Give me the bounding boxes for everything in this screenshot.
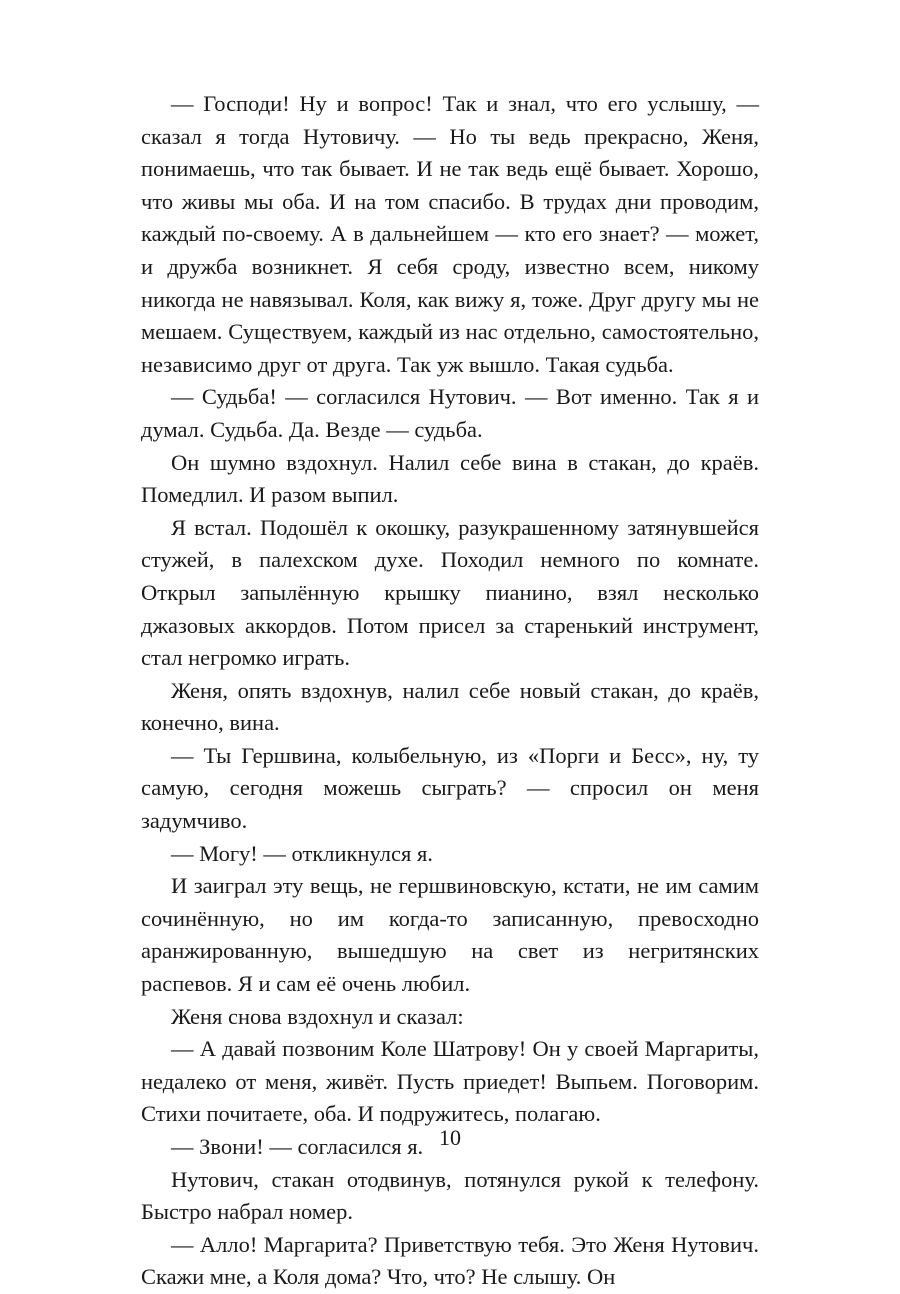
- paragraph: — А давай позвоним Коле Шатрову! Он у своей Маргариты, недалеко от меня, живёт. Пусть приедет! Выпьем. Поговорим. Стихи почитаете, оба. И подружитесь, полагаю.: [141, 1036, 759, 1127]
- paragraph: И заиграл эту вещь, не гершвиновскую, кстати, не им самим сочинённую, но им когда-то записанную, превосходно аранжированную, вышедшую на свет из негритянских распевов. Я и сам её очень любил.: [141, 873, 759, 997]
- paragraph: — Ты Гершвина, колыбельную, из «Порги и Бесс», ну, ту самую, сегодня можешь сыграть? — спросил он меня задумчиво.: [141, 742, 759, 834]
- paragraph: — Алло! Маргарита? Приветствую тебя. Это Женя Нутович. Скажи мне, а Коля дома? Что, что? Не слышу. Он: [141, 1231, 759, 1290]
- paragraph: Я встал. Подошёл к окошку, разукрашенному затянувшейся стужей, в палехском духе. Походил немного по комнате. Открыл запылённую крышку пианино, взял несколько джазовых аккордов. Потом присел за старенький инструмент, стал негромко играть.: [141, 514, 759, 671]
- paragraph: Нутович, стакан отодвинув, потянулся рукой к телефону. Быстро набрал номер.: [141, 1166, 759, 1225]
- page-number: 10: [439, 1125, 461, 1150]
- paragraph: — Судьба! — согласился Нутович. — Вот именно. Так я и думал. Судьба. Да. Везде — судьба.: [141, 384, 759, 442]
- paragraph: Женя, опять вздохнув, налил себе новый стакан, до краёв, конечно, вина.: [141, 677, 759, 736]
- paragraph: Он шумно вздохнул. Налил себе вина в стакан, до краёв. Помедлил. И разом выпил.: [141, 449, 759, 508]
- paragraph: — Звони! — согласился я.: [171, 1134, 424, 1159]
- paragraph: Женя снова вздохнул и сказал:: [171, 1003, 464, 1029]
- body-text: [141, 88, 759, 1294]
- paragraph: — Господи! Ну и вопрос! Так и знал, что его услышу, — сказал я тогда Нутовичу. — Но ты ведь прекрасно, Женя, понимаешь, что так бывает. И не так ведь ещё бывает. Хорошо, что живы мы оба. И на том спасибо. В трудах дни проводим, каждый по-своему. А в дальнейшем — кто его знает? — может, и дружба возникнет. Я себя сроду, известно всем, никому никогда не навязывал. Коля, как вижу я, тоже. Друг другу мы не мешаем. Существуем, каждый из нас отдельно, самостоятельно, независимо друг от друга. Так уж вышло. Такая судьба.: [141, 91, 759, 377]
- paragraph: — Могу! — откликнулся я.: [171, 840, 433, 866]
